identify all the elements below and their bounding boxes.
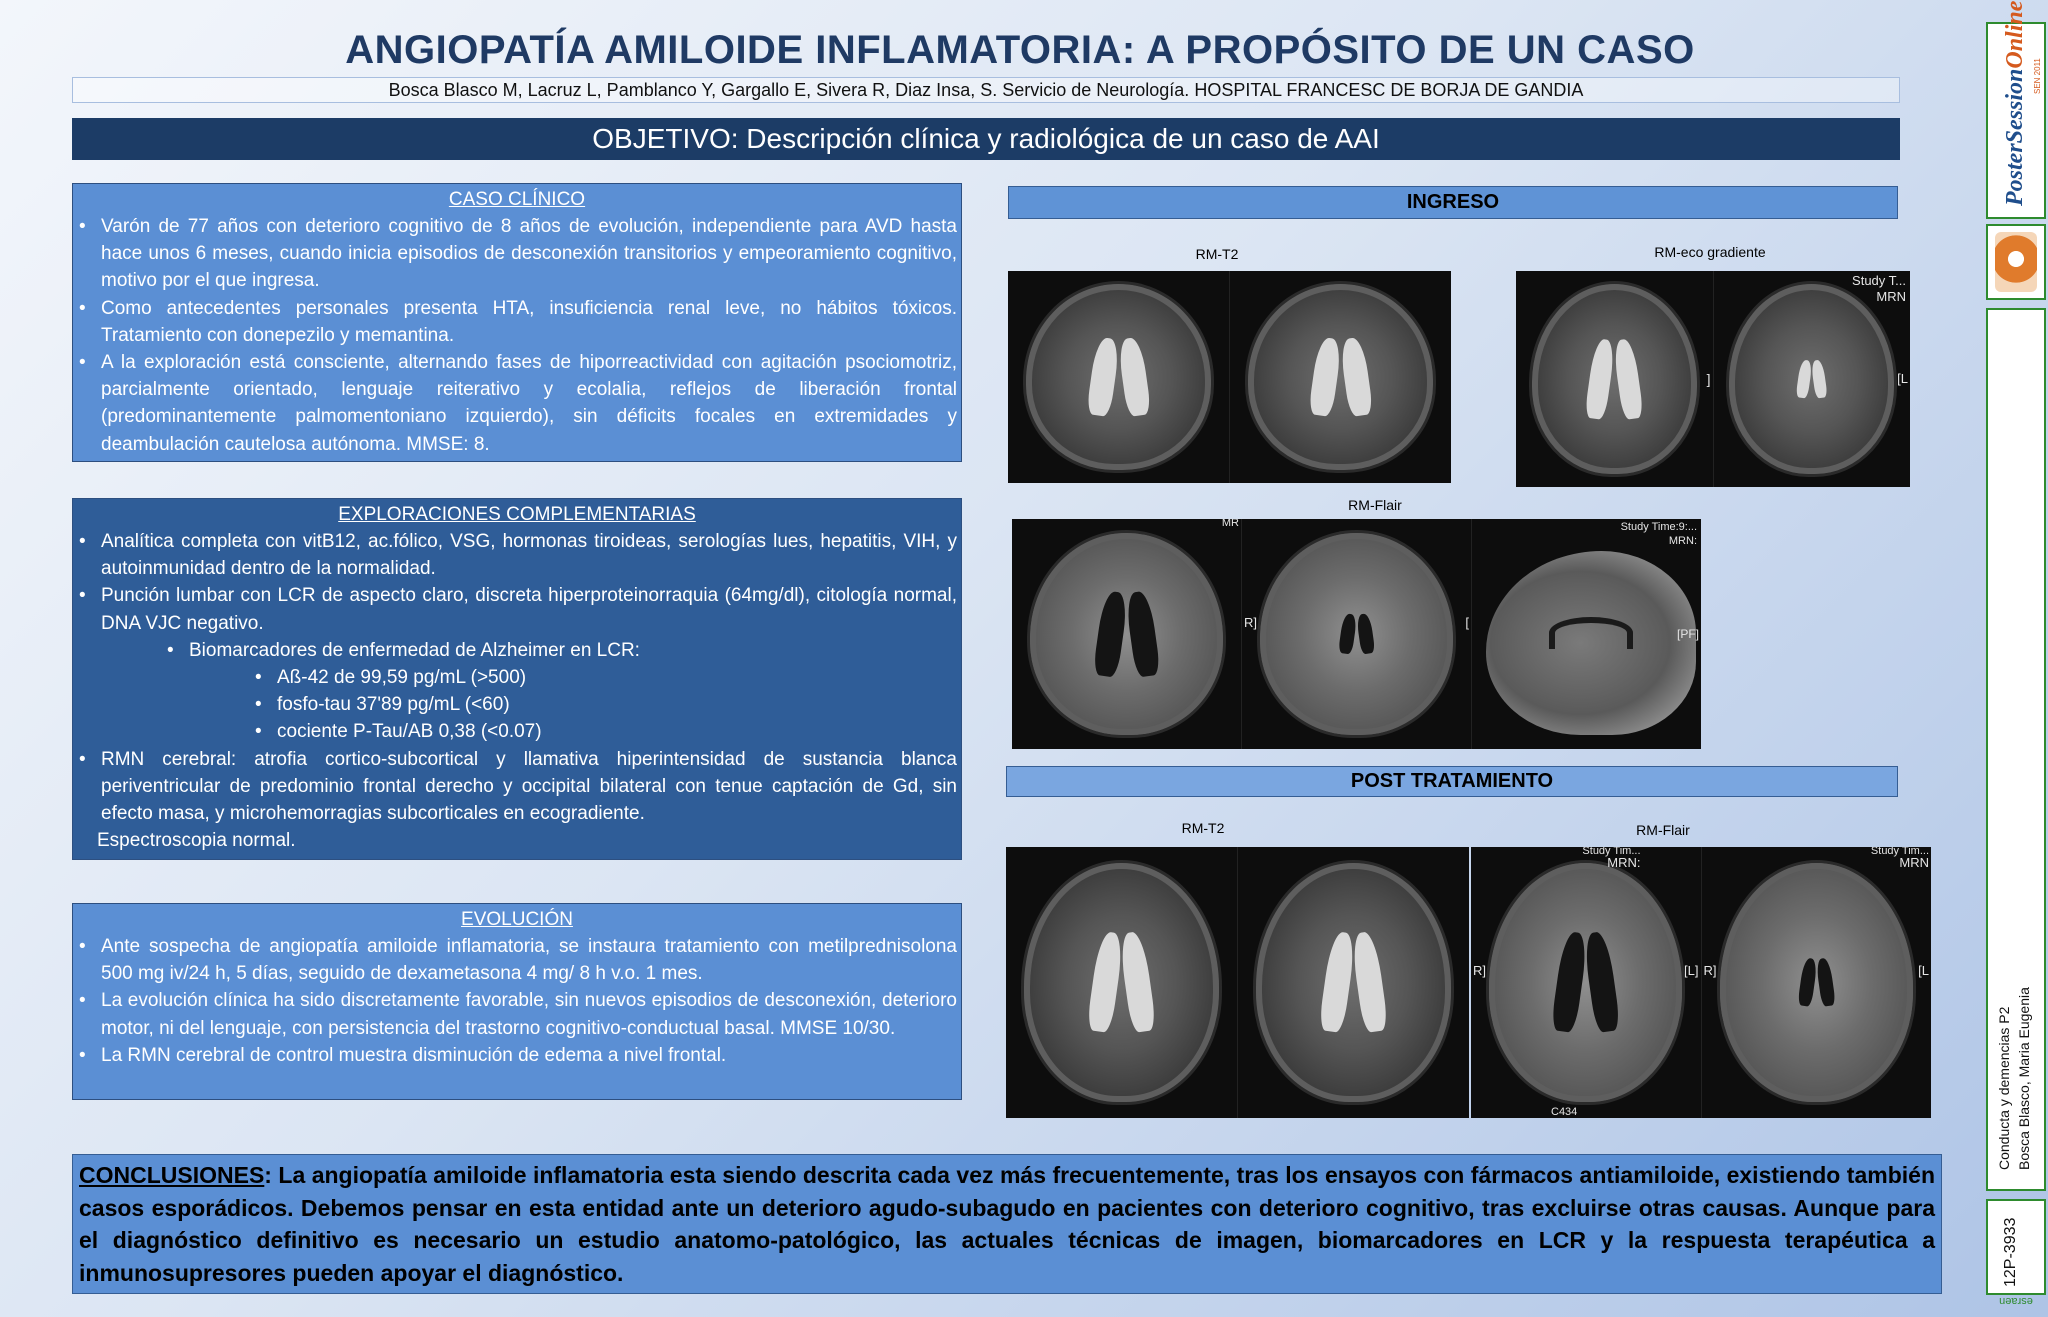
ventricles [1311, 338, 1370, 416]
overlay-text: [L [1918, 963, 1929, 978]
brain-axial [1030, 533, 1222, 735]
brain-axial [1026, 284, 1212, 471]
overlay-text: [L [1897, 371, 1908, 386]
ventricles [1339, 614, 1374, 654]
mri-slice [1012, 519, 1242, 749]
list-item: • Punción lumbar con LCR de aspecto claro, discreta hiperproteinorraquia (64mg/dl), citología normal, DNA VJC negativo. [77, 582, 957, 636]
conclusion-box [72, 1154, 1942, 1294]
poster-session-logo [1986, 0, 2046, 219]
mri-slice [1008, 271, 1230, 483]
caso-clinico-box [72, 183, 962, 462]
poster-id: 12P-3933 [2002, 1217, 2019, 1287]
overlay-text: ] [1706, 371, 1711, 387]
overlay-text: [PF] [1676, 627, 1699, 641]
overlay-text: R] [1244, 615, 1257, 630]
list-item: • RMN cerebral: atrofia cortico-subcortical y llamativa hiperintensidad de sustancia blanca periventricular de predominio frontal derecho y occipital bilateral con tenue captación de Gd, sin efecto masa, y microhemorragias subcorticales en ecogradiente. [77, 746, 957, 828]
ventricles [1090, 932, 1152, 1032]
mri-slice [1230, 271, 1451, 483]
evolucion-title: EVOLUCIÓN [461, 909, 573, 930]
conclusion-title: CONCLUSIONES [79, 1162, 265, 1188]
objective-banner: OBJETIVO: Descripción clínica y radiológica de un caso de AAI [72, 118, 1900, 160]
list-item: • La evolución clínica ha sido discretamente favorable, sin nuevos episodios de desconexión, deterioro motor, ni del lenguaje, con persistencia del trastorno cognitivo-conductual basal. MMSE 10/30. [77, 987, 957, 1041]
mri-slice [1472, 519, 1701, 749]
evolucion-list [77, 933, 957, 1069]
brand-footer: esraen [1999, 1295, 2033, 1307]
label-rm-t2-ingreso: RM-T2 [1195, 246, 1239, 262]
presenting-author: Bosca Blasco, Maria Eugenia [2016, 987, 2032, 1170]
ventricles [1096, 591, 1158, 676]
logo-online: Online [2002, 0, 2028, 69]
overlay-text: R] [1703, 963, 1717, 978]
post-tratamiento-bar: POST TRATAMIENTO [1006, 766, 1898, 797]
mri-flair-post [1471, 847, 1931, 1118]
logo-poster: Poster [2002, 143, 2028, 206]
poster-id-panel [1986, 1199, 2046, 1295]
overlay-text: Study Tim... [1870, 847, 1929, 857]
ventricles [1799, 959, 1834, 1007]
overlay-text: MRN [1899, 855, 1929, 870]
caso-clinico-list [77, 213, 957, 458]
mri-slice [1714, 271, 1911, 487]
mri-slice [1238, 847, 1469, 1118]
overlay-text: [ [1465, 615, 1469, 630]
list-item: • La RMN cerebral de control muestra disminución de edema a nivel frontal. [77, 1042, 957, 1069]
label-rm-flair-post: RM-Flair [1636, 822, 1690, 838]
list-item: • Ante sospecha de angiopatía amiloide inflamatoria, se instaura tratamiento con metilprednisolona 500 mg iv/24 h, 5 días, seguido de dexametasona 4 mg/ 8 h v.o. 1 mes. [77, 933, 957, 987]
list-item-subsub: • fosfo-tau 37'89 pg/mL (<60) [77, 691, 957, 718]
mri-slice [1471, 847, 1702, 1118]
ingreso-bar: INGRESO [1008, 186, 1898, 219]
label-rm-flair-ingreso: RM-Flair [1348, 497, 1402, 513]
overlay-text: Study Time:9:... [1620, 521, 1697, 533]
mri-eco-gradiente [1516, 271, 1910, 487]
ventricles [1797, 360, 1827, 398]
mri-slice [1516, 271, 1714, 487]
ventricles [1089, 338, 1148, 416]
brain-axial [1489, 863, 1682, 1101]
list-item: • Analítica completa con vitB12, ac.fólico, VSG, hormonas tiroideas, serologías lues, hepatitis, VIH, y autoinmunidad dentro de la normalidad. [77, 528, 957, 582]
exploraciones-list [77, 528, 957, 827]
session-info-panel [1986, 308, 2046, 1191]
logo-small-text: SEN 2011 [2033, 58, 2042, 94]
brain-axial [1024, 863, 1218, 1101]
brain-axial [1248, 284, 1434, 471]
logo-wordmark [2002, 1, 2029, 206]
label-rm-t2-post: RM-T2 [1181, 820, 1225, 836]
authors-line: Bosca Blasco M, Lacruz L, Pamblanco Y, Gargallo E, Sivera R, Diaz Insa, S. Servicio de Neurología. HOSPITAL FRANCESC DE BORJA DE GANDIA [72, 77, 1900, 103]
list-item-sub: • Biomarcadores de enfermedad de Alzheimer en LCR: [77, 637, 957, 664]
exploraciones-title: EXPLORACIONES COMPLEMENTARIAS [338, 504, 696, 525]
exploraciones-box [72, 498, 962, 860]
overlay-text: MRN: [1607, 855, 1641, 870]
mri-flair-ingreso [1012, 519, 1701, 749]
logo-session: Session [2002, 68, 2028, 144]
overlay-text: [L] [1684, 963, 1699, 978]
list-item: • A la exploración está consciente, alternando fases de hiporreactividad con agitación psociomotriz, parcialmente orientado, lenguaje reiterativo y ecolalia, reflejos de liberación frontal (predominantemente palmomentoniano izquierdo), sin déficits focales en extremidades y deambulación cautelosa autónoma. MMSE: 8. [77, 349, 957, 458]
evolucion-box [72, 903, 962, 1100]
overlay-text: MRN: [1668, 535, 1697, 547]
mri-slice [1242, 519, 1472, 749]
caso-clinico-title: CASO CLÍNICO [448, 189, 586, 210]
brain-axial [1260, 533, 1452, 735]
mri-slice [1702, 847, 1932, 1118]
overlay-text: Study T... [1852, 273, 1906, 288]
ventricles [1322, 932, 1384, 1032]
overlay-text: C434 [1551, 1106, 1578, 1118]
espectroscopia-line: Espectroscopia normal. [97, 830, 296, 852]
mri-t2-post [1006, 847, 1469, 1118]
emblem-icon [1995, 232, 2037, 292]
session-name: Conducta y demencias P2 [1996, 1006, 2012, 1170]
brain-axial [1729, 284, 1894, 474]
list-item: • Varón de 77 años con deterioro cognitivo de 8 años de evolución, independiente para AVD hasta hace unos 6 meses, cuando inicia episodios de desconexión transitorios y empeoramiento cognitivo, motivo por el que ingresa. [77, 213, 957, 295]
list-item: • Como antecedentes personales presenta HTA, insuficiencia renal leve, no hábitos tóxicos. Tratamiento con donepezilo y memantina. [77, 295, 957, 349]
ventricles [1555, 932, 1617, 1032]
ventricles [1588, 339, 1641, 419]
brain-sagittal [1486, 551, 1697, 735]
overlay-text: MRN [1876, 289, 1906, 304]
conclusion-text: : La angiopatía amiloide inflamatoria esta siendo descrita cada vez más frecuentemente, tras los ensayos con fármacos antiamiloide, existiendo también casos esporádicos. Debemos pensar en esta entidad ante un deterioro agudo-subagudo en pacientes con deterioro cognitivo, tras excluirse otras causas. Aunque para el diagnóstico definitivo es necesario un estudio anatomo-patológico, las actuales técnicas de imagen, biomarcadores en LCR y la respuesta terapéutica a inmunosupresores pueden apoyar el diagnóstico. [79, 1162, 1935, 1286]
overlay-text: Study Tim... [1582, 847, 1641, 857]
overlay-text: MR [1221, 519, 1239, 529]
brain-axial [1720, 863, 1913, 1101]
label-rm-eco: RM-eco gradiente [1654, 244, 1766, 260]
mri-slice [1006, 847, 1238, 1118]
brain-axial [1532, 284, 1697, 474]
list-item-subsub: • Aß-42 de 99,59 pg/mL (>500) [77, 664, 957, 691]
brain-axial [1256, 863, 1450, 1101]
list-item-subsub: • cociente P-Tau/AB 0,38 (<0.07) [77, 718, 957, 745]
mri-t2-ingreso [1008, 271, 1451, 483]
poster-title: ANGIOPATÍA AMILOIDE INFLAMATORIA: A PROPÓSITO DE UN CASO [345, 28, 1695, 72]
society-emblem [1986, 224, 2046, 300]
overlay-text: R] [1473, 963, 1486, 978]
